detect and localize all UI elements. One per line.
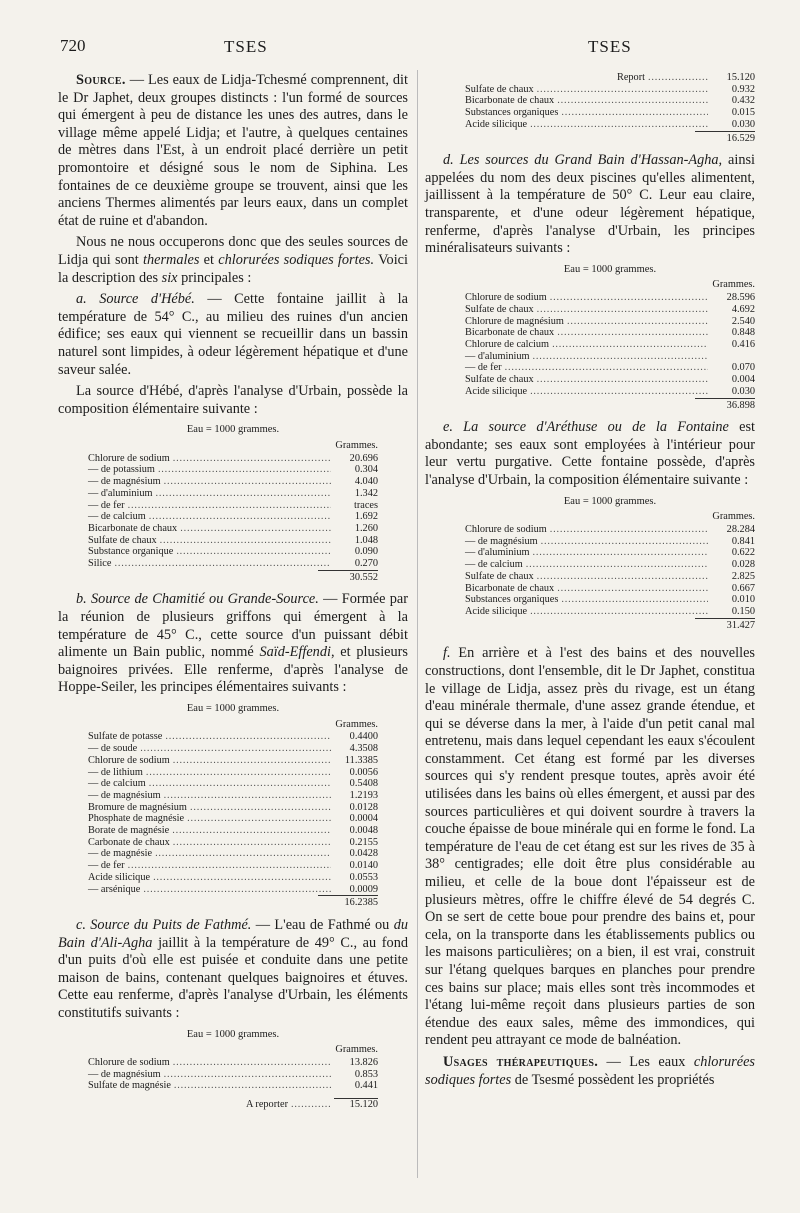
table-row [88,1057,378,1069]
table-row [465,386,755,398]
row-label: Sulfate de magnésie [88,1080,171,1092]
report-row [465,72,755,84]
row-label: Acide silicique [465,385,528,397]
table-unit: Grammes. [712,279,755,291]
row-label: Sulfate de chaux [465,303,534,315]
table-row [88,848,378,860]
text-run: est abondante; ses eaux sont employées à l'intérieur pour leur vertu purgative. Cette fontaine possède, d'après l'analyse d'Urbain, la composition élémentaire suivante : [425,419,755,488]
row-label: Chlorure de sodium [88,1056,170,1068]
table-row [88,546,378,558]
table-row [465,316,755,328]
row-value: 0.030 [731,385,755,397]
paragraph-thermal [58,234,408,287]
table-caption: Eau = 1000 grammes. [186,1028,280,1040]
row-label: Acide silicique [88,871,151,883]
row-label: Phosphate de magnésie [88,813,185,825]
row-value: 0.028 [731,559,755,571]
table-chamitie [88,703,378,909]
running-head-right: TSES [588,37,632,56]
table-row [88,511,378,523]
table-rows [88,731,378,895]
row-label: Chlorure de sodium [88,754,170,766]
table-row [88,558,378,570]
paragraph-a [58,291,408,379]
text-run: — Les eaux [598,1053,694,1070]
row-label: Chlorure de magnésium [465,315,564,327]
table-row [465,95,755,107]
text-run: jaillit à la température de 49° C., au fond d'un puits d'où elle est puisée et conduite dans une petite maison de bains, contenant quelques baignoires et étuves. Cette eau renferme, d'après l'analyse d'Urbain, les éléments constitutifs suivants : [58,934,409,1021]
table-row [88,453,378,465]
table-row [88,837,378,849]
table-row [465,84,755,96]
text-run: En arrière et à l'est des bains et des nouvelles constructions, dont l'ensemble, dit le Dr Japhet, constitua le village de Lidja, assez près du rivage, est un étang d'eau minérale thermale, d'une assez grande étendue, et qui se déverse dans la mer, à l'aide d'un petit canal mal entretenu, mais dans lequel cependant les eaux s'écoulent constamment. Cet étang est formé par les diverses sources qui s'y rendent presque toutes, après avoir été utilisées dans les bains où elles émergent, et aussi par des sources particulières et qui doivent sourdre à travers la couche épaisse de boue minérale qui en forme le fond. La température de l'eau de cet étang est sur les rives de 35 à 38° centigrades; elle doit être plus considérable au milieu, et celle de la boue dont l'épaisseur est de plusieurs mètres, offre le chiffre élevé de 54 degrés C. On se sert de cette boue pour prendre des bains et, pour cela, on la transporte dans les établissements publics ou les maisons particulières; on a bien, il est vrai, construit sur l'étang quelques barques en planches pour prendre ces bains sur place; mais elles sont très incommodes et l'étang lui-même reçoit dans plusieurs parties de son étendue des eaux sales, même des immondices, qui rendent peu attrayant ce mode de balnéation. [425,645,755,1049]
table-row [88,802,378,814]
table-row [465,362,755,374]
row-label: — de soude [88,743,138,755]
row-value: 0.0140 [349,860,378,872]
section-title: b. Source de Chamitié ou Grande-Source. [76,591,319,608]
section-title: d. Les sources du Grand Bain d'Hassan-Agha, [443,152,723,169]
table-row [465,524,755,536]
text-run: chlorurées sodiques fortes [425,1053,755,1088]
row-label: Silice [88,558,112,570]
section-title: f. [443,645,451,662]
row-value: 13.826 [349,1056,378,1068]
table-fathme [88,1029,378,1111]
row-label: Acide silicique [465,605,528,617]
row-value: 0.0009 [349,883,378,895]
row-label: Chlorure de sodium [465,292,547,304]
table-row [88,767,378,779]
row-value: 0.667 [731,582,755,594]
paragraph-c [58,917,408,1023]
table-row [465,292,755,304]
row-label: — de magnésium [88,476,161,488]
intro-text: — Les eaux de Lidja-Tchesmé comprennent, dit le Dr Japhet, deux groupes distincts : l'un formé de sources qui émergent à peu de distance les unes des autres, dans le village même appelé Lidja; et l'autre, à quelques centaines de mètres dans l'Est, à un endroit placé derrière un petit promontoire et désigné sous le nom de Siphina. Les fontaines de ce deuxième groupe se trouvent, ainsi que les anciens Thermes alimentés par leurs eaux, dans un complet état de ruine et d'abandon. [58,72,408,229]
row-label: — d'aluminium [465,350,530,362]
table-hebe [88,424,378,583]
table-row [88,500,378,512]
text-run: ainsi appelées du nom des deux piscines qu'elles alimentent, jaillissent à la température de 50° C. Leur eau claire, transparente, et d'une odeur légèrement hépatique, renferme, d'après l'analyse d'Urbain, les principes minéralisateurs suivants : [425,152,756,257]
row-label: — arsénique [88,883,141,895]
row-label: Bromure de magnésium [88,801,187,813]
text-run: six [161,269,178,286]
table-hassan-agha [465,264,755,411]
table-row [88,1069,378,1081]
row-value: 4.692 [731,303,755,315]
text-run: — L'eau de Fathmé ou [251,916,394,933]
table-row [465,327,755,339]
text-run: — Formée par la réunion de plusieurs griffons qui émergent à la température de 45° C., cette source d'un puissant débit alimente un Bain public, nommé [58,591,408,661]
row-value: 0.841 [731,535,755,547]
row-label: — d'aluminium [465,547,530,559]
row-value: traces [353,499,378,511]
text-run: Voici la description des [58,251,408,286]
table-rows [88,1057,378,1092]
carry-label: A reporter [245,1099,288,1111]
carry-value: 15.120 [334,1098,378,1111]
row-label: — de magnésie [88,848,153,860]
table-caption: Eau = 1000 grammes. [186,702,280,714]
table-row [88,488,378,500]
row-label: Carbonate de chaux [88,836,170,848]
row-label: — de potassium [88,464,155,476]
text-run: Saïd-Effendi [259,644,331,661]
row-label: Borate de magnésie [88,825,170,837]
intro-label: Source. [76,72,126,88]
row-label: Sulfate de chaux [88,534,157,546]
row-value: 0.015 [731,107,755,119]
row-value: 28.596 [726,292,755,304]
row-value: 0.0056 [349,766,378,778]
section-title: e. La source d'Aréthuse ou de la Fontaine [443,419,729,436]
row-value: 0.441 [354,1080,378,1092]
table-fathme-continued [465,72,755,144]
row-label: Acide silicique [465,118,528,130]
table-row [465,119,755,131]
row-value: 2.825 [731,570,755,582]
table-caption: Eau = 1000 grammes. [563,495,657,507]
table-row [88,755,378,767]
row-value: 0.270 [354,558,378,570]
row-value: 0.853 [354,1068,378,1080]
row-label: Bicarbonate de chaux [465,582,555,594]
row-label: — de fer [465,362,502,374]
row-label: Bicarbonate de chaux [465,327,555,339]
row-label: Sulfate de potasse [88,731,163,743]
row-value: 1.2193 [349,789,378,801]
row-label: Sulfate de chaux [465,374,534,386]
row-value: 0.848 [731,327,755,339]
table-row [88,464,378,476]
table-row [465,547,755,559]
table-row [465,583,755,595]
table-row [88,790,378,802]
table-row [465,571,755,583]
page-number: 720 [60,36,86,55]
row-value: 0.010 [731,594,755,606]
table-row [88,860,378,872]
paragraph-b [58,591,408,697]
row-value: 0.4400 [349,731,378,743]
row-label: Substance organique [88,546,174,558]
table-row [465,304,755,316]
row-label: — de calcium [88,778,146,790]
left-column [58,72,408,1119]
row-value: 1.048 [354,534,378,546]
section-title: c. Source du Puits de Fathmé. [76,916,252,933]
text-run: de Tsesmé possèdent les propriétés [511,1071,715,1088]
table-row [465,107,755,119]
table-total: 30.552 [318,570,378,584]
running-head-left: TSES [224,37,268,56]
paragraph-a2: La source d'Hébé, d'après l'analyse d'Urbain, possède la composition élémentaire suivante : [58,383,408,417]
row-value: 4.3508 [349,743,378,755]
row-value: 0.0428 [349,848,378,860]
text-run: thermales [143,251,200,268]
table-row [88,476,378,488]
row-value: 0.070 [731,362,755,374]
row-label: Substances organiques [465,107,559,119]
row-value: 11.3385 [344,754,378,766]
row-value: 0.622 [731,547,755,559]
text-run: — Cette fontaine jaillit à la température de 54° C., au milieu des ruines d'un ancien édifice; ses eaux qui viennent se recueillir dans un bassin naturel sont limpides, à odeur légèrement hépatique et d'une saveur salée. [58,291,408,378]
paragraph-e [425,419,755,489]
table-row [88,743,378,755]
table-unit: Grammes. [335,439,378,451]
text-run: Nous ne nous occuperons donc que des seules sources de Lidja qui sont [58,234,408,268]
row-value: 4.040 [354,476,378,488]
table-rows [88,453,378,570]
row-label: — de fer [88,499,125,511]
row-value: 0.150 [731,605,755,617]
row-value: 0.304 [354,464,378,476]
right-column [425,72,755,1093]
table-row [88,813,378,825]
table-rows [465,524,755,618]
row-value: 1.692 [354,511,378,523]
text-run: et [199,251,219,268]
row-label: Chlorure de sodium [88,452,170,464]
table-row [465,374,755,386]
row-label: — de fer [88,860,125,872]
row-value: 2.540 [731,315,755,327]
table-row [88,535,378,547]
table-unit: Grammes. [335,718,378,730]
row-value: 0.2155 [349,836,378,848]
usage-label: Usages thérapeutiques. [443,1053,599,1070]
table-row [88,523,378,535]
table-row [88,825,378,837]
table-row [88,1080,378,1092]
report-label: Report [616,72,645,83]
row-value: 28.284 [726,524,755,535]
row-label: Bicarbonate de chaux [465,95,555,107]
row-label: — de magnésium [88,789,161,801]
text-run: chlorurées sodiques fortes. [218,251,375,268]
report-value: 15.120 [726,72,755,83]
row-value: 0.0048 [349,825,378,837]
table-total: 36.898 [695,398,755,412]
row-label: Sulfate de chaux [465,570,534,582]
row-label: Substances organiques [465,594,559,606]
row-value: 0.0553 [349,871,378,883]
row-value: 0.5408 [349,778,378,790]
text-run: principales : [177,269,252,286]
row-value: 0.0004 [349,813,378,825]
row-label: — de magnésium [465,535,538,547]
paragraph-usages [425,1054,755,1089]
paragraph-d [425,152,755,258]
table-rows [465,84,755,131]
row-value: 20.696 [349,452,378,464]
row-value: 0.004 [731,374,755,386]
row-label: Bicarbonate de chaux [88,522,178,534]
row-value: 0.030 [731,118,755,130]
text-run: du Bain d'Ali-Agha [58,916,408,951]
carry-forward-row [88,1098,378,1111]
row-value: 0.090 [354,546,378,558]
table-total: 31.427 [695,618,755,632]
row-value: 1.260 [354,522,378,534]
text-run: , et plusieurs baignoires privées. Elle renferme, d'après l'analyse de Hoppe-Seiler, les principes élémentaires suivants : [58,644,408,696]
row-label: Sulfate de chaux [465,83,534,95]
table-total: 16.2385 [318,895,378,909]
table-row [88,884,378,896]
table-rows [465,292,755,397]
row-value: 0.932 [731,83,755,95]
row-value: 0.0128 [349,801,378,813]
table-row [465,606,755,618]
paragraph-f [425,645,755,1050]
row-value: 0.416 [731,339,755,350]
row-label: Chlorure de sodium [465,524,547,535]
table-row [465,536,755,548]
table-row [465,594,755,606]
table-total: 16.529 [695,131,755,145]
table-unit: Grammes. [712,511,755,523]
table-row [88,731,378,743]
row-label: — de lithium [88,766,143,778]
table-caption: Eau = 1000 grammes. [186,424,280,436]
row-value: 0.432 [731,95,755,107]
table-row [465,559,755,571]
table-row [465,351,755,363]
table-unit: Grammes. [335,1044,378,1056]
row-value: 1.342 [354,487,378,499]
row-label: — de calcium [88,511,146,523]
row-label: — de magnésium [88,1068,161,1080]
table-row [465,339,755,351]
intro-paragraph [58,72,408,230]
table-caption: Eau = 1000 grammes. [563,263,657,275]
column-divider [417,70,418,1178]
table-arethuse [465,496,755,632]
row-label: — d'aluminium [88,487,153,499]
table-row [88,778,378,790]
row-label: Chlorure de calcium [465,339,550,350]
section-title: a. Source d'Hébé. [76,291,195,308]
row-label: — de calcium [465,559,523,571]
table-row [88,872,378,884]
